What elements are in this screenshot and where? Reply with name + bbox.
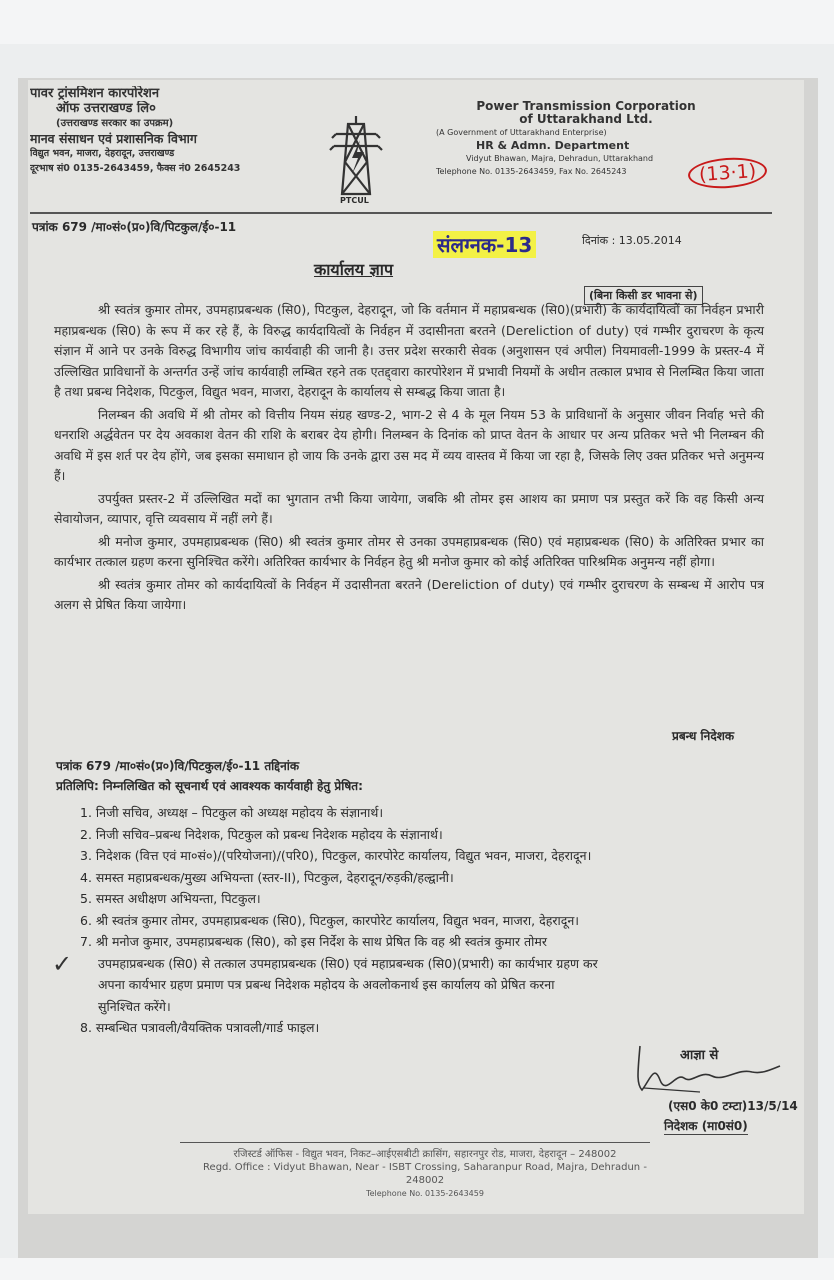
telephone-line: Telephone No. 0135-2643459, Fax No. 2645243 (436, 167, 627, 176)
managing-director-label: प्रबन्ध निदेशक (672, 729, 735, 743)
header-hindi-line: ऑफ उत्तराखण्ड लि० (56, 101, 156, 116)
copy-reference-number: पत्रांक 679 /मा०सं०(प्र०)वि/पिटकुल/ई०-11 तद्दिनांक (56, 759, 300, 773)
copy-heading: प्रतिलिपि: निम्नलिखित को सूचनार्थ एवं आवश्यक कार्यवाही हेतु प्रेषित: (56, 779, 363, 793)
header-hindi-block (30, 86, 302, 176)
address-line: Vidyut Bhawan, Majra, Dehradun, Uttarakhand (466, 154, 654, 163)
signature-scribble (620, 1040, 790, 1100)
list-item: 2. निजी सचिव–प्रबन्ध निदेशक, पिटकुल को प्रबन्ध निदेशक महोदय के संज्ञानार्थ। (80, 826, 443, 842)
list-item: 8. सम्बन्धित पत्रावली/वैयक्तिक पत्रावली/गार्ड फाइल। (80, 1020, 320, 1035)
header-hindi-line: पावर ट्रांसमिशन कारपोरेशन (30, 86, 160, 101)
header-divider (30, 212, 772, 214)
paragraph-2: निलम्बन की अवधि में श्री तोमर को वित्तीय नियम संग्रह खण्ड-2, भाग-2 से 4 के मूल नियम 53 के प्राविधानों के अनुसार जीवन निर्वाह भत्ते की धनराशि अर्द्धवेतन पर देय अवकाश वेतन की राशि के बराबर देय होगी। निलम्बन के दिनांक को प्राप्त वेतन के आधार पर अन्य प्रतिकर भत्ते भी निलम्बन की अवधि में इस शर्त पर देय होंगे, जब इसका समाधान हो जाय कि उनके द्वारा उस मद में व्यय वास्तव में किया जा रहा है, जिसके लिए उक्त प्रतिकर भत्ते अनुमन्य हैं। (54, 406, 764, 483)
list-item: 4. समस्त महाप्रबन्धक/मुख्य अभियन्ता (स्तर-II), पिटकुल, देहरादून/रुड़की/हल्द्वानी। (80, 869, 454, 885)
handwritten-page-code: (13·1) (687, 155, 768, 190)
memo-body (54, 300, 764, 616)
company-name-en: Power Transmission Corporation (476, 99, 696, 113)
letter-date: दिनांक : 13.05.2014 (582, 234, 682, 247)
list-item: अपना कार्यभार ग्रहण प्रमाण पत्र प्रबन्ध निदेशक महोदय के अवलोकनार्थ इस कार्यालय को प्रेषित करना (98, 977, 555, 992)
list-item: 1. निजी सचिव, अध्यक्ष – पिटकुल को अध्यक्ष महोदय के संज्ञानार्थ। (80, 805, 384, 820)
footer-address (190, 1148, 660, 1200)
footer-line-english: Regd. Office : Vidyut Bhawan, Near - ISBT Crossing, Saharanpur Road, Majra, Dehradun - 248002 (203, 1162, 647, 1186)
footer-line-phone: Telephone No. 0135-2643459 (366, 1189, 484, 1198)
department-name: HR & Admn. Department (476, 139, 630, 152)
list-item: 3. निदेशक (वित्त एवं मा०सं०)/(परियोजना)/(परि0), पिटकुल, कारपोरेट कार्यालय, विद्युत भवन, माजरा, देहरादून। (80, 848, 592, 863)
list-item: सुनिश्चित करेंगे। (98, 998, 171, 1014)
header-english-block (436, 100, 736, 178)
signer-title: निदेशक (मा0सं0) (664, 1119, 748, 1133)
footer-divider (180, 1142, 650, 1143)
transmission-tower-icon (326, 110, 386, 200)
bottom-margin (0, 1258, 834, 1280)
list-item: उपमहाप्रबन्धक (सि0) से तत्काल उपमहाप्रबन्धक (सि0) एवं महाप्रबन्धक (सि0)(प्रभारी) का कार्यभार ग्रहण कर (98, 955, 598, 971)
list-item: 7. श्री मनोज कुमार, उपमहाप्रबन्धक (सि0), को इस निर्देश के साथ प्रेषित कि वह श्री स्वतंत्र कुमार तोमर (80, 934, 547, 949)
signer-name: (एस0 के0 टम्टा)13/5/14 (668, 1099, 798, 1113)
paragraph-3: उपर्युक्त प्रस्तर-2 में उल्लिखित मदों का भुगतान तभी किया जायेगा, जबकि श्री तोमर इस आशय का प्रमाण पत्र प्रस्तुत करें कि वह किसी अन्य सेवायोजन, व्यापार, वृत्ति व्यवसाय में नहीं लगे हैं। (54, 490, 764, 526)
paragraph-1: श्री स्वतंत्र कुमार तोमर, उपमहाप्रबन्धक (सि0), पिटकुल, देहरादून, जो कि वर्तमान में महाप्रबन्धक (सि0)(प्रभारी) के कार्यदायित्वों का निर्वहन प्रभारी महाप्रबन्धक (सि0) के रूप में कर रहे हैं, के विरुद्ध कार्यदायित्वों के निर्वहन में उदासीनता बरतने (Dereliction of duty) एवं गम्भीर दुराचरण के कृत्य संज्ञान में आने पर उनके विरुद्ध विभागीय जांच कार्यवाही की जानी है। उत्तर प्रदेश सरकारी सेवक (अनुशासन एवं अपील) नियमावली-1999 के प्रस्तर-4 में उल्लिखित प्राविधानों के अन्तर्गत उन्हें जांच कार्यवाही लम्बित रहने तक एतद्द्वारा कारपोरेशन में प्रभावी नियमों के अधीन तत्काल प्रभाव से निलम्बित किया जाता है तथा प्रबन्ध निदेशक, पिटकुल, विद्युत भवन, माजरा, देहरादून के कार्यालय से सम्बद्ध किया जाता है। (54, 302, 764, 399)
fearless-note: (बिना किसी डर भावना से) (584, 286, 703, 305)
government-enterprise-line: (A Government of Uttarakhand Enterprise) (436, 128, 607, 137)
reference-number: पत्रांक 679 /मा०सं०(प्र०)वि/पिटकुल/ई०-11 (32, 220, 237, 234)
header-hindi-line: दूरभाष सं0 0135-2643459, फैक्स नं0 2645243 (30, 163, 241, 174)
footer-line-hindi: रजिस्टर्ड ऑफिस - विद्युत भवन, निकट–आईएसबीटी क्रासिंग, सहारनपुर रोड, माजरा, देहरादून – 248002 (233, 1149, 617, 1160)
logo-label: PTCUL (340, 196, 369, 205)
copy-recipient-list (80, 802, 770, 1039)
office-memo-title: कार्यालय ज्ञाप (314, 260, 394, 279)
paragraph-4: श्री मनोज कुमार, उपमहाप्रबन्धक (सि0) श्री स्वतंत्र कुमार तोमर से उनका उपमहाप्रबन्धक (सि0) एवं महाप्रबन्धक (सि0) के अतिरिक्त प्रभार का कार्यभार तत्काल ग्रहण करना सुनिश्चित करेंगे। अतिरिक्त कार्यभार के निर्वहन हेतु श्री मनोज कुमार को कोई अतिरिक्त पारिश्रमिक अनुमन्य नहीं होगा। (54, 533, 764, 569)
paragraph-5: श्री स्वतंत्र कुमार तोमर को कार्यदायित्वों के निर्वहन में उदासीनता बरतने (Dereliction of duty) एवं गम्भीर दुराचरण के सम्बन्ध में आरोप पत्र अलग से प्रेषित किया जायेगा। (54, 576, 764, 612)
top-margin (0, 0, 834, 44)
header-hindi-line: (उत्तराखण्ड सरकार का उपक्रम) (56, 118, 174, 129)
list-item: 5. समस्त अधीक्षण अभियन्ता, पिटकुल। (80, 891, 261, 906)
header-hindi-line: मानव संसाधन एवं प्रशासनिक विभाग (30, 131, 197, 146)
company-name-en-2: of Uttarakhand Ltd. (519, 112, 653, 126)
list-item: 6. श्री स्वतंत्र कुमार तोमर, उपमहाप्रबन्धक (सि0), पिटकुल, कारपोरेट कार्यालय, विद्युत भवन, माजरा, देहरादून। (80, 912, 580, 928)
order-text: आज्ञा से (680, 1048, 719, 1063)
header-hindi-line: विद्युत भवन, माजरा, देहरादून, उत्तराखण्ड (30, 148, 175, 159)
annexure-highlight: संलग्नक-13 (433, 231, 536, 258)
checkmark-icon: ✓ (52, 950, 73, 978)
